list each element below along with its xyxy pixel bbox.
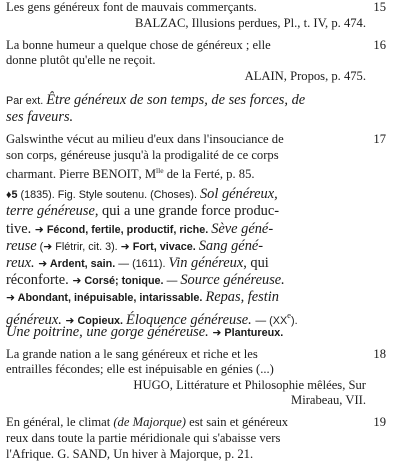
text-run: e (287, 309, 292, 320)
text-line (6, 185, 366, 204)
text-line (6, 447, 366, 462)
text-run: , Illusions perdues, Pl., t. IV, p. 474. (185, 15, 366, 30)
text-line (6, 108, 366, 126)
text-run: son corps, généreuse jusqu'à la prodigalité de ce corps (6, 147, 279, 162)
citation-source (6, 393, 366, 408)
citation-source (6, 16, 366, 31)
text-line (6, 132, 366, 147)
text-line (6, 254, 366, 273)
text-run: En général, le climat (6, 415, 114, 430)
text-run: — (XX (255, 314, 288, 327)
text-run: ➜ Corsé; tonique. (72, 275, 167, 288)
citation-number: 19 (373, 415, 386, 430)
text-run: reux. (6, 255, 39, 271)
text-run: Éloquence généreuse. (126, 311, 256, 328)
text-run: ♦5 (6, 189, 21, 202)
text-run: terre généreuse (6, 203, 95, 220)
text-run: , M (138, 167, 157, 182)
citation-source (6, 378, 366, 393)
text-line (6, 237, 366, 256)
text-run: , Un hiver à Majorque, p. 21. (106, 446, 254, 461)
text-run: (de Majorque) (113, 415, 186, 430)
text-line (6, 148, 366, 163)
text-line (6, 362, 366, 377)
text-run: ➜ Fort, vivace. (120, 240, 199, 253)
text-run: Vin généreux (168, 255, 244, 271)
text-line (6, 347, 366, 362)
text-run: La grande nation a le sang généreux et riche et les (6, 346, 258, 361)
citation-number: 16 (373, 37, 386, 52)
text-run: ➜ Plantureux. (212, 326, 284, 339)
text-run: tive. (6, 220, 35, 237)
text-line (6, 271, 366, 290)
text-line (6, 53, 366, 68)
text-run: est sain et généreux (185, 415, 289, 430)
text-run: entrailles fécondes; elle est inépuisable en génies (...) (6, 362, 274, 377)
text-run: Repas, festin (205, 289, 279, 306)
text-line (6, 38, 366, 53)
text-line (6, 202, 366, 220)
text-line (6, 163, 366, 182)
text-run: lle (156, 166, 164, 176)
text-run: BALZAC (134, 15, 186, 30)
text-run: (➜ Flétrir, cit. 3). (36, 240, 121, 253)
text-line (6, 288, 366, 307)
text-line (6, 415, 366, 430)
text-run: donne plutôt qu'elle ne reçoit. (6, 53, 156, 68)
citation-source (6, 69, 366, 84)
text-run: BENOIT (92, 167, 139, 182)
text-run: — (1611). (118, 258, 169, 270)
text-line (6, 91, 366, 110)
citation-number: 15 (373, 0, 386, 14)
text-run: Galswinthe vécut au milieu d'eux dans l'insouciance de (6, 131, 284, 146)
text-run: HUGO (133, 377, 170, 392)
text-run: ses faveurs. (6, 109, 74, 126)
text-run: Par ext. (6, 95, 47, 107)
text-run: La bonne humeur a quelque chose de généreux ; elle (6, 37, 271, 52)
text-run: Source généreuse. (180, 272, 285, 289)
text-run: (1835). Fig. Style soutenu. (Choses). (20, 189, 200, 202)
text-run: Une poitrine, une gorge généreuse. (6, 323, 213, 340)
text-run: l'Afrique. G. (6, 446, 73, 461)
citation-number: 18 (373, 346, 386, 361)
text-run: — (166, 275, 181, 288)
text-run: Mirabeau, VII. (291, 393, 366, 408)
text-run: Sol généreux, (199, 186, 278, 203)
text-run: Sang géné- (198, 237, 264, 254)
text-run: généreux. (6, 311, 66, 328)
text-run: ➜ Fécond, fertile, productif, riche. (34, 223, 212, 236)
text-line (6, 220, 366, 239)
text-run: ). (291, 314, 298, 327)
text-run: , Propos, p. 475. (283, 68, 366, 83)
text-run: SAND (72, 446, 107, 461)
text-run: , Littérature et Philosophie mêlées, Sur (169, 377, 366, 392)
text-run: charmant. Pierre (6, 167, 93, 182)
text-run: ➜ Ardent, sain. (38, 258, 119, 270)
text-run: reux dans toute la partie méridionale qui s'abaisse vers (6, 431, 281, 445)
text-line (6, 0, 366, 15)
text-run: ➜ Abondant, inépuisable, intarissable. (6, 292, 206, 305)
text-line (6, 431, 366, 446)
text-run: réconforte. (6, 272, 73, 289)
text-run: de la Ferté, p. 85. (163, 167, 255, 182)
citation-number: 17 (373, 131, 386, 146)
text-run: Sève géné- (211, 220, 274, 237)
text-run: ALAIN (244, 68, 284, 83)
text-run: Les gens généreux font de mauvais commerçants. (6, 0, 257, 14)
text-line (6, 323, 366, 342)
text-run: Être généreux de son temps, de ses forces, de (46, 92, 306, 108)
text-run: ➜ Copieux. (65, 314, 127, 327)
text-run: , qui (243, 255, 269, 271)
text-run: reuse (6, 237, 37, 254)
text-run: , qui a une grande force produc- (94, 203, 280, 220)
